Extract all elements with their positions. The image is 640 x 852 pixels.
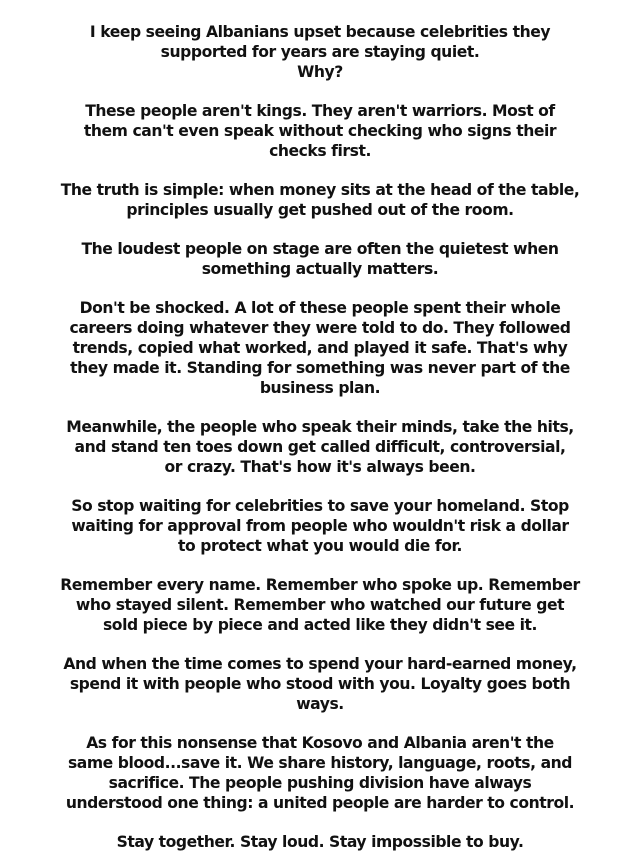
text-line: spend it with people who stood with you. Loyalty goes both (69, 675, 571, 693)
text-line: business plan. (259, 379, 381, 397)
text-line: The truth is simple: when money sits at the head of the table, (60, 181, 580, 199)
text-line: who stayed silent. Remember who watched our future get (75, 596, 565, 614)
text-line: And when the time comes to spend your hard-earned money, (63, 655, 577, 673)
text-line: sold piece by piece and acted like they didn't see it. (102, 616, 538, 634)
text-line: waiting for approval from people who wouldn't risk a dollar (71, 517, 569, 535)
text-line: them can't even speak without checking who signs their (83, 122, 557, 140)
paragraph-8 (34, 575, 606, 635)
text-line: These people aren't kings. They aren't warriors. Most of (85, 102, 555, 120)
text-line: understood one thing: a united people are harder to control. (65, 794, 575, 812)
paragraph-2 (34, 101, 606, 161)
paragraph-4 (34, 239, 606, 279)
text-line: and stand ten toes down get called difficult, controversial, (74, 438, 566, 456)
text-line: Why? (297, 63, 343, 81)
text-line: checks first. (269, 142, 371, 160)
text-line: Remember every name. Remember who spoke up. Remember (60, 576, 580, 594)
paragraph-6 (34, 417, 606, 477)
text-line: sacrifice. The people pushing division have always (108, 774, 532, 792)
text-line: ways. (296, 695, 344, 713)
paragraph-9 (34, 654, 606, 714)
paragraph-11 (34, 832, 606, 852)
text-line: As for this nonsense that Kosovo and Albania aren't the (86, 734, 554, 752)
text-line: The loudest people on stage are often the quietest when (81, 240, 559, 258)
text-line: Don't be shocked. A lot of these people spent their whole (79, 299, 561, 317)
paragraph-5 (34, 298, 606, 398)
text-line: something actually matters. (201, 260, 439, 278)
text-line: Meanwhile, the people who speak their minds, take the hits, (66, 418, 574, 436)
text-line: So stop waiting for celebrities to save your homeland. Stop (71, 497, 569, 515)
text-line: principles usually get pushed out of the room. (126, 201, 514, 219)
text-line: they made it. Standing for something was never part of the (70, 359, 570, 377)
text-line: trends, copied what worked, and played it safe. That's why (72, 339, 568, 357)
text-line: supported for years are staying quiet. (160, 43, 480, 61)
paragraph-1 (34, 22, 606, 82)
paragraph-7 (34, 496, 606, 556)
text-line: I keep seeing Albanians upset because celebrities they (89, 23, 551, 41)
text-line: Stay together. Stay loud. Stay impossible to buy. (116, 833, 524, 851)
text-line: or crazy. That's how it's always been. (164, 458, 476, 476)
text-line: same blood...save it. We share history, language, roots, and (67, 754, 573, 772)
paragraph-3 (34, 180, 606, 220)
text-line: careers doing whatever they were told to do. They followed (69, 319, 571, 337)
text-line: to protect what you would die for. (178, 537, 462, 555)
paragraph-10 (34, 733, 606, 813)
